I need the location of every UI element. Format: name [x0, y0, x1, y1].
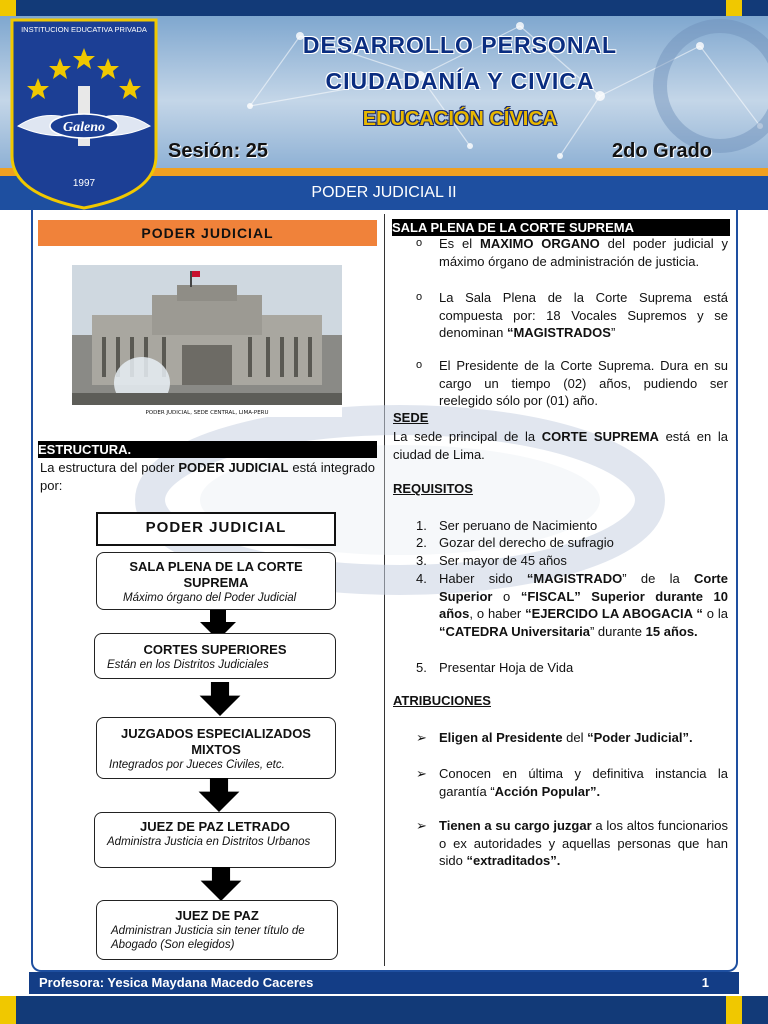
atribuciones-heading: ATRIBUCIONES [393, 693, 491, 708]
sala-item-bold: “MAGISTRADOS [506, 325, 611, 340]
logo-name: Galeno [63, 120, 105, 135]
requisito-bold: “CATEDRA Universitaria [439, 623, 590, 639]
school-logo [8, 16, 160, 210]
requisito-text: ” de la [622, 571, 695, 586]
bottom-stripe [0, 996, 768, 1024]
section-title-poder-judicial: PODER JUDICIAL [38, 220, 377, 246]
requisito-bold: “FISCAL” Superior durante 10 años [439, 588, 728, 621]
page-number: 1 [701, 975, 709, 990]
page-footer [29, 972, 739, 994]
requisito-number: 1. [416, 518, 427, 533]
requisitos-heading: REQUISITOS [393, 481, 473, 496]
header-title-line2: CIUDADANÍA Y CIVICA [325, 68, 595, 94]
flow-box-sala-plena [96, 552, 336, 610]
flow-box-juzgados [96, 717, 336, 779]
estructura-text [40, 459, 375, 494]
stripe-mark [0, 0, 16, 16]
stripe-mark [726, 0, 742, 16]
sala-item-text: ” [610, 325, 616, 340]
requisito-bold: Corte Superior [439, 571, 728, 604]
requisito-item: Ser peruano de Nacimiento [439, 518, 598, 533]
stripe-mark [0, 996, 16, 1024]
estructura-text-part: está integrado por: [40, 460, 375, 493]
sala-item [439, 357, 728, 410]
grade-label: 2do Grado [612, 140, 713, 162]
flow-top-box: PODER JUDICIAL [96, 512, 336, 546]
requisito-text: o la [702, 606, 728, 621]
estructura-text-bold: PODER JUDICIAL [178, 460, 289, 475]
sala-item-text: del poder judicial y máximo órgano de administración de justicia. [439, 236, 728, 269]
teacher-name: Profesora: Yesica Maydana Macedo Caceres [39, 975, 314, 990]
requisito-bold: 15 años. [645, 623, 698, 639]
requisito-number: 2. [416, 535, 427, 550]
sala-item-text: La Sala Plena de la Corte Suprema está compuesta por: 18 Vocales Supremos y se denominan [439, 290, 728, 340]
stripe-mark [726, 996, 742, 1024]
atribucion-bold: “Poder Judicial”. [587, 730, 693, 745]
estructura-heading: ESTRUCTURA. [38, 441, 377, 458]
flow-box-cortes-superiores [94, 633, 336, 679]
sala-plena-heading: SALA PLENA DE LA CORTE SUPREMA [392, 219, 730, 236]
sala-item-text: El Presidente de la Corte Suprema. Dura en su cargo un tiempo (02) años, pudiendo ser reelegido sólo por (01) año. [439, 358, 728, 408]
flow-box-subtitle: Están en los Distritos Judiciales [107, 659, 269, 671]
atribucion-text: del [562, 730, 588, 745]
requisito-text: Haber sido [439, 571, 527, 586]
atribucion-item [439, 817, 728, 870]
requisito-text: ” durante [589, 623, 646, 639]
logo-institution-text: INSTITUCION EDUCATIVA PRIVADA [21, 25, 147, 34]
sede-text-bold: CORTE SUPREMA [541, 429, 659, 444]
requisito-bold: “MAGISTRADO [526, 571, 623, 586]
atribucion-item [439, 729, 728, 747]
sala-item [439, 289, 728, 342]
flow-box-title: JUEZ DE PAZ [175, 908, 259, 923]
sala-item-bold: MAXIMO ORGANO [479, 236, 600, 251]
requisito-bold: “EJERCIDO LA ABOGACIA “ [525, 606, 703, 621]
requisito-number: 5. [416, 660, 427, 675]
requisito-item: Ser mayor de 45 años [439, 553, 567, 568]
requisito-number: 3. [416, 553, 427, 568]
header-title-line1: DESARROLLO PERSONAL [302, 32, 618, 58]
circle-bullet-icon: o [416, 291, 423, 303]
photo-caption: PODER JUDICIAL, SEDE CENTRAL, LIMA-PERU [145, 410, 269, 416]
flow-box-juez-paz [96, 900, 338, 960]
sala-item [439, 235, 728, 270]
estructura-text-part: La estructura del poder [40, 460, 175, 475]
flow-box-juez-paz-letrado [94, 812, 336, 868]
sala-item-text: Es el [439, 236, 480, 251]
sede-heading: SEDE [393, 410, 429, 425]
session-number: Sesión: 25 [168, 140, 269, 162]
top-stripe [0, 0, 768, 16]
flow-box-title: SALA PLENA DE LA CORTE SUPREMA [129, 559, 303, 590]
requisito-item: Presentar Hoja de Vida [439, 660, 574, 675]
flow-box-subtitle: Administran Justicia sin tener título de Abogado (Son elegidos) [111, 925, 305, 951]
sede-text-part: La sede principal de la [393, 429, 542, 444]
atribucion-bold: Acción Popular”. [494, 783, 601, 799]
flow-arrow-down-icon [198, 867, 244, 901]
header-subject: EDUCACIÓN CÍVICA [362, 108, 558, 130]
flow-arrow-down-icon [196, 778, 242, 812]
requisito-item [439, 570, 728, 640]
topic-title: PODER JUDICIAL II [311, 184, 457, 201]
logo-year: 1997 [72, 178, 96, 189]
circle-bullet-icon: o [416, 237, 423, 249]
flow-box-subtitle: Administra Justicia en Distritos Urbanos [107, 836, 311, 848]
atribucion-bold: “extraditados”. [466, 853, 561, 868]
circle-bullet-icon: o [416, 359, 423, 371]
arrow-bullet-icon: ➢ [416, 730, 427, 745]
sede-text [393, 428, 728, 463]
flow-box-title: JUEZ DE PAZ LETRADO [140, 819, 290, 834]
requisito-number: 4. [416, 571, 427, 586]
flow-box-title: JUZGADOS ESPECIALIZADOS MIXTOS [121, 726, 311, 757]
requisito-item: Gozar del derecho de sufragio [439, 535, 614, 550]
arrow-bullet-icon: ➢ [416, 766, 427, 781]
atribucion-bold: Eligen al Presidente [439, 730, 563, 745]
arrow-bullet-icon: ➢ [416, 818, 427, 833]
flow-arrow-down-icon [198, 682, 242, 716]
flow-box-title: CORTES SUPERIORES [143, 642, 287, 657]
atribucion-bold: Tienen a su cargo juzgar [439, 818, 592, 833]
sede-text-part: está en la ciudad de Lima. [393, 429, 728, 462]
flow-box-subtitle: Máximo órgano del Poder Judicial [123, 592, 297, 604]
atribucion-item [439, 765, 728, 800]
flow-box-subtitle: Integrados por Jueces Civiles, etc. [109, 759, 285, 771]
atribucion-text: a los altos funcionarios o ex autoridades y aquellas personas que han sido [439, 818, 728, 868]
requisito-text: o [492, 588, 521, 604]
court-building-photo [72, 265, 342, 417]
requisito-text: , o haber [469, 606, 526, 621]
atribucion-text: Conocen en última y definitiva instancia la garantía “ [439, 766, 728, 799]
